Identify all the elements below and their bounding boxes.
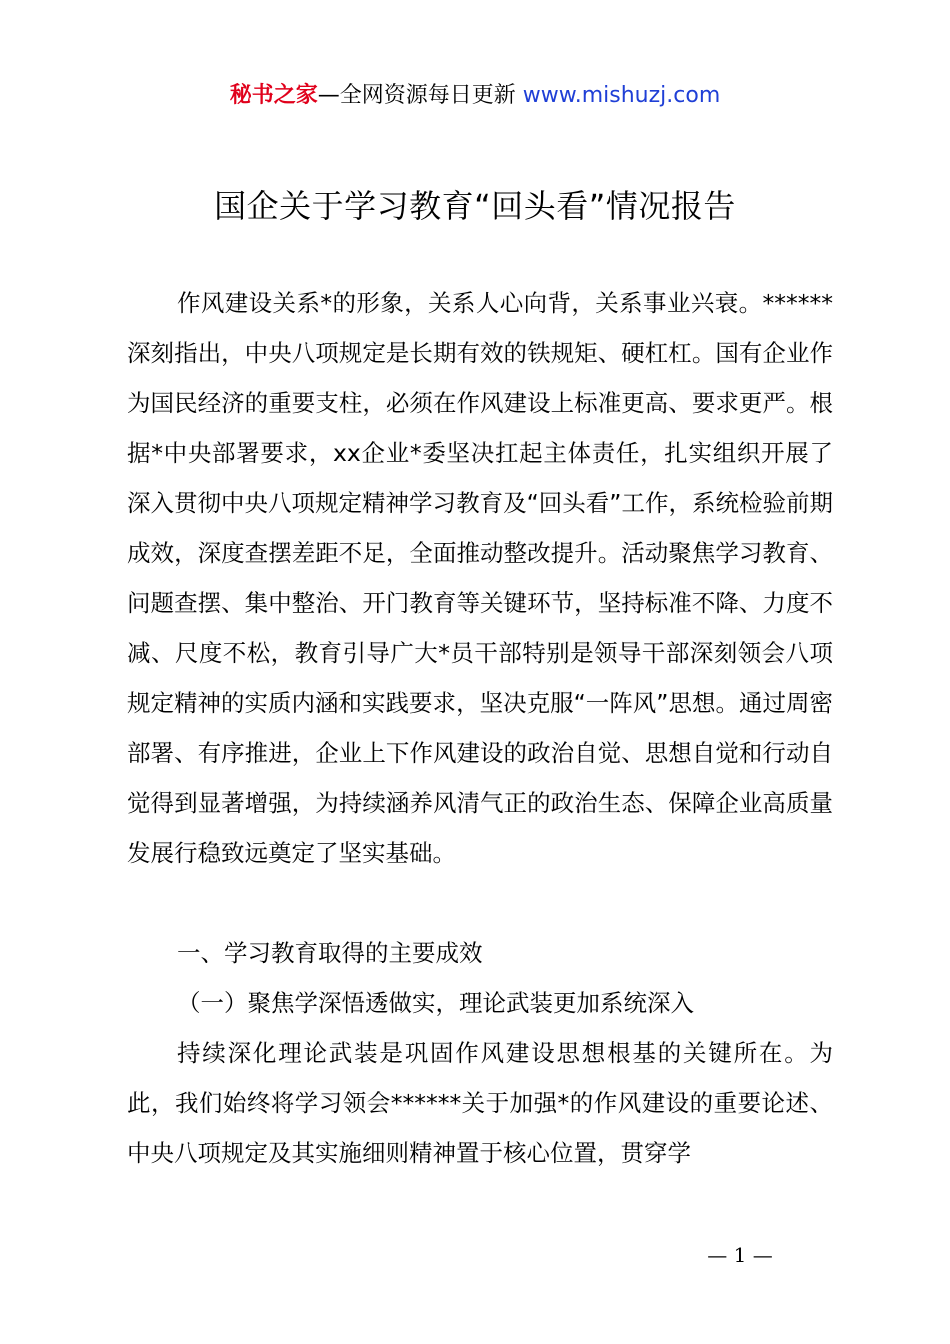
site-brand: 秘书之家 xyxy=(229,83,318,108)
section-paragraph: 持续深化理论武装是巩固作风建设思想根基的关键所在。为此，我们始终将学习领会******关于加强*的作风建设的重要论述、中央八项规定及其实施细则精神置于核心位置，贯穿学 xyxy=(127,1039,833,1167)
subsection-heading: （一）聚焦学深悟透做实，理论武装更加系统深入 xyxy=(177,989,694,1017)
intro-paragraph: 作风建设关系*的形象，关系人心向背，关系事业兴衰。******深刻指出，中央八项规定是长期有效的铁规矩、硬杠杠。国有企业作为国民经济的重要支柱，必须在作风建设上标准更高、要求更严。根据*中央部署要求，xx企业*委坚决扛起主体责任，扎实组织开展了深入贯彻中央八项规定精神学习教育及“回头看”工作，系统检验前期成效，深度查摆差距不足，全面推动整改提升。活动聚焦学习教育、问题查摆、集中整治、开门教育等关键环节，坚持标准不降、力度不减、尺度不松，教育引导广大*员干部特别是领导干部深刻领会八项规定精神的实质内涵和实践要求，坚决克服“一阵风”思想。通过周密部署、有序推进，企业上下作风建设的政治自觉、思想自觉和行动自觉得到显著增强，为持续涵养风清气正的政治生态、保障企业高质量发展行稳致远奠定了坚实基础。 xyxy=(127,289,833,867)
site-tagline: —全网资源每日更新 xyxy=(317,83,516,108)
section-heading: 一、学习教育取得的主要成效 xyxy=(177,939,483,967)
site-header xyxy=(0,80,950,112)
document-title: 国企关于学习教育“回头看”情况报告 xyxy=(214,187,736,225)
page-number: — 1 — xyxy=(707,1243,773,1267)
site-url-link[interactable]: www.mishuzj.com xyxy=(522,83,721,108)
